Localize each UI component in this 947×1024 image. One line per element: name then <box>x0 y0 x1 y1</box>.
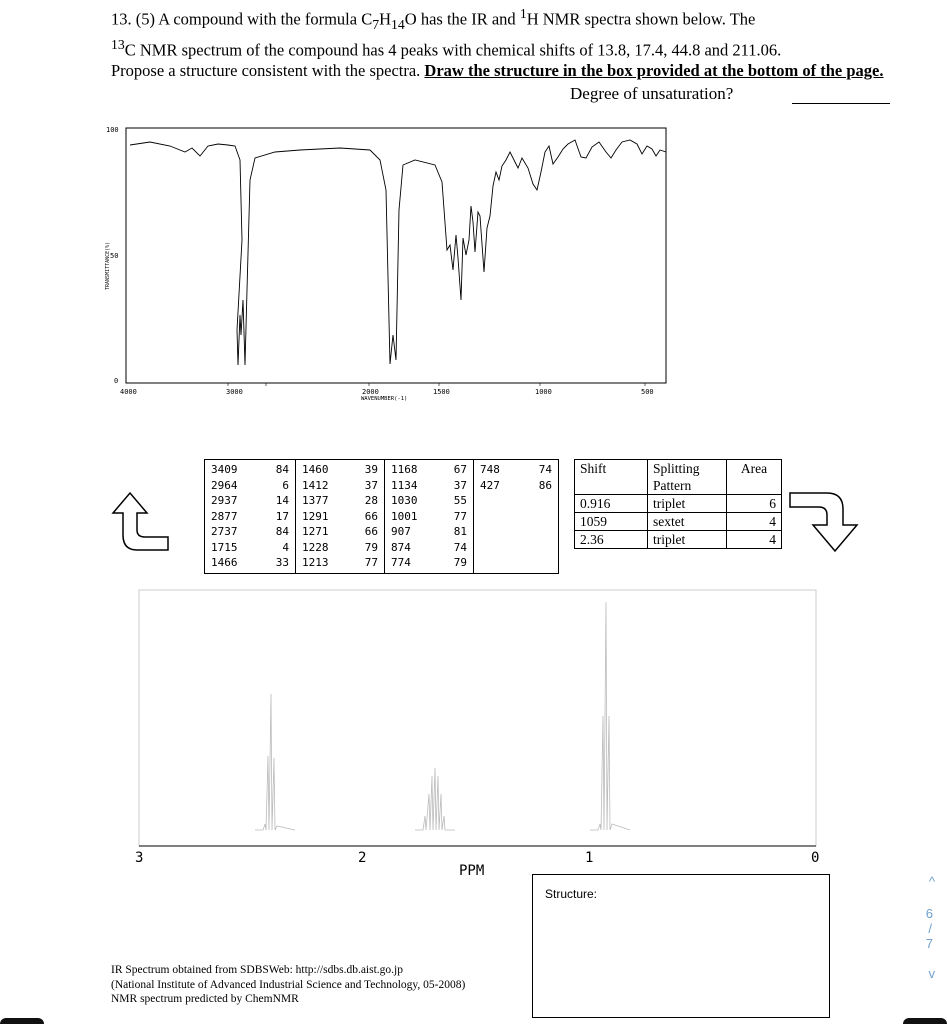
peak-row: 1715 4 <box>211 540 289 554</box>
peak-row: 874 74 <box>391 540 467 554</box>
nmr-area: 4 <box>727 531 782 549</box>
nmr-triplet-0.92 <box>590 602 630 830</box>
peak-row: 1213 77 <box>302 556 378 569</box>
nmr-peaks <box>255 602 630 830</box>
ir-xtick-4000: 4000 <box>120 388 137 396</box>
nmr-frame <box>139 590 816 846</box>
peak-row: 1460 39 <box>302 463 378 476</box>
peak-col-4 <box>474 460 559 574</box>
peak-col-3 <box>385 460 474 574</box>
page-up-icon[interactable]: ^ <box>928 874 935 889</box>
degree-answer-blank[interactable] <box>792 103 890 104</box>
ir-xtick-1500: 1500 <box>433 388 450 396</box>
peak-row: 2937 14 <box>211 494 289 507</box>
ir-xtick-1000: 1000 <box>535 388 552 396</box>
formula-sub-14: 14 <box>391 16 405 32</box>
sup-1: 1 <box>519 6 527 21</box>
ir-spectrum <box>100 120 680 410</box>
question-line3: Propose a structure consistent with the spectra. <box>111 61 425 81</box>
ir-xtick-500: 500 <box>641 388 654 396</box>
nmr-row <box>575 495 782 513</box>
ir-ytick-100: 100 <box>106 126 119 134</box>
footer-credits <box>111 963 465 1007</box>
ir-ytick-0: 0 <box>114 377 119 385</box>
ir-trace <box>130 140 666 365</box>
ir-xtick-2000: 2000 <box>362 388 379 396</box>
question-line1: 13. (5) A compound with the formula C <box>111 9 373 29</box>
peak-row: 1291 66 <box>302 509 378 523</box>
nmr-tick-0: 0 <box>811 850 820 866</box>
peak-row: 774 79 <box>391 556 467 569</box>
nmr-tick-3: 3 <box>135 850 144 866</box>
peak-col-2 <box>296 460 385 574</box>
nmr-header-area: Area <box>727 460 782 495</box>
formula-h: H <box>379 9 392 29</box>
nmr-pattern: triplet <box>648 495 727 513</box>
nmr-triplet-2.36 <box>255 694 295 830</box>
curved-arrow-left-icon <box>105 485 175 557</box>
peak-row: 2737 84 <box>211 525 289 538</box>
nmr-shift: 2.36 <box>575 531 648 549</box>
nmr-pattern: triplet <box>648 531 727 549</box>
peak-row: 1228 79 <box>302 540 378 554</box>
ir-xlabel: WAVENUMBER(-1) <box>361 396 408 402</box>
nmr-spectrum <box>135 586 835 886</box>
peak-row: 2877 17 <box>211 509 289 523</box>
page-current: 6 <box>925 906 933 921</box>
footer-line: (National Institute of Advanced Industrial Science and Technology, 05-2008) <box>111 978 466 991</box>
nmr-header-pattern: Splitting Pattern <box>648 460 727 495</box>
nmr-row <box>575 531 782 549</box>
nmr-tick-2: 2 <box>358 850 367 866</box>
nmr-tick-1: 1 <box>585 850 594 866</box>
peak-row: 907 81 <box>391 525 467 538</box>
nmr-axis-label: PPM <box>459 863 485 879</box>
structure-label: Structure: <box>545 887 598 901</box>
ir-ytick-50: 50 <box>110 252 119 260</box>
curved-arrow-right-icon <box>785 485 865 557</box>
peak-row: 1466 33 <box>211 556 289 569</box>
peak-row: 748 74 <box>480 463 552 476</box>
peak-row: 1001 77 <box>391 509 467 523</box>
peak-row: 2964 6 <box>211 478 289 492</box>
bottom-bar-left <box>0 1018 44 1024</box>
peak-row: 1412 37 <box>302 478 378 492</box>
ir-peak-table <box>204 459 559 574</box>
peak-row: 1271 66 <box>302 525 378 538</box>
degree-label: Degree of unsaturation? <box>570 84 734 103</box>
peak-row: 427 86 <box>480 478 552 492</box>
footer-line: IR Spectrum obtained from SDBSWeb: http://sdbs.db.aist.go.jp <box>111 964 403 976</box>
nmr-shift: 1059 <box>575 513 648 531</box>
peak-col-1 <box>205 460 296 574</box>
formula-sub-7: 7 <box>372 16 380 32</box>
nmr-area: 4 <box>727 513 782 531</box>
nmr-row <box>575 513 782 531</box>
page-down-icon[interactable]: v <box>928 966 935 981</box>
ir-ylabel: TRANSMITTANCE(%) <box>105 241 111 290</box>
page-separator: / <box>928 921 932 936</box>
ir-xtick-3000: 3000 <box>226 388 243 396</box>
question-line2: C NMR spectrum of the compound has 4 peaks with chemical shifts of 13.8, 17.4, 44.8 and 211.06. <box>124 40 782 60</box>
question-text <box>111 4 901 82</box>
peak-row: 1377 28 <box>302 494 378 507</box>
page-total: 7 <box>925 936 933 951</box>
sup-13: 13 <box>111 37 125 53</box>
question-line1c: H NMR spectra shown below. The <box>526 9 756 29</box>
footer-line: NMR spectrum predicted by ChemNMR <box>111 993 299 1005</box>
bottom-bar-right <box>903 1018 947 1024</box>
nmr-header-shift: Shift <box>575 460 648 495</box>
nmr-area: 6 <box>727 495 782 513</box>
question-instruction: Draw the structure in the box provided at the bottom of the page. <box>424 61 884 81</box>
nmr-sextet-1.59 <box>415 768 455 830</box>
peak-row: 1030 55 <box>391 494 467 507</box>
nmr-shift: 0.916 <box>575 495 648 513</box>
question-line1b: O has the IR and <box>404 9 520 29</box>
peak-row: 1134 37 <box>391 478 467 492</box>
nmr-table <box>574 459 782 549</box>
nmr-pattern: sextet <box>648 513 727 531</box>
structure-box[interactable] <box>532 874 830 1018</box>
peak-row: 1168 67 <box>391 463 467 476</box>
peak-row: 3409 84 <box>211 463 289 476</box>
